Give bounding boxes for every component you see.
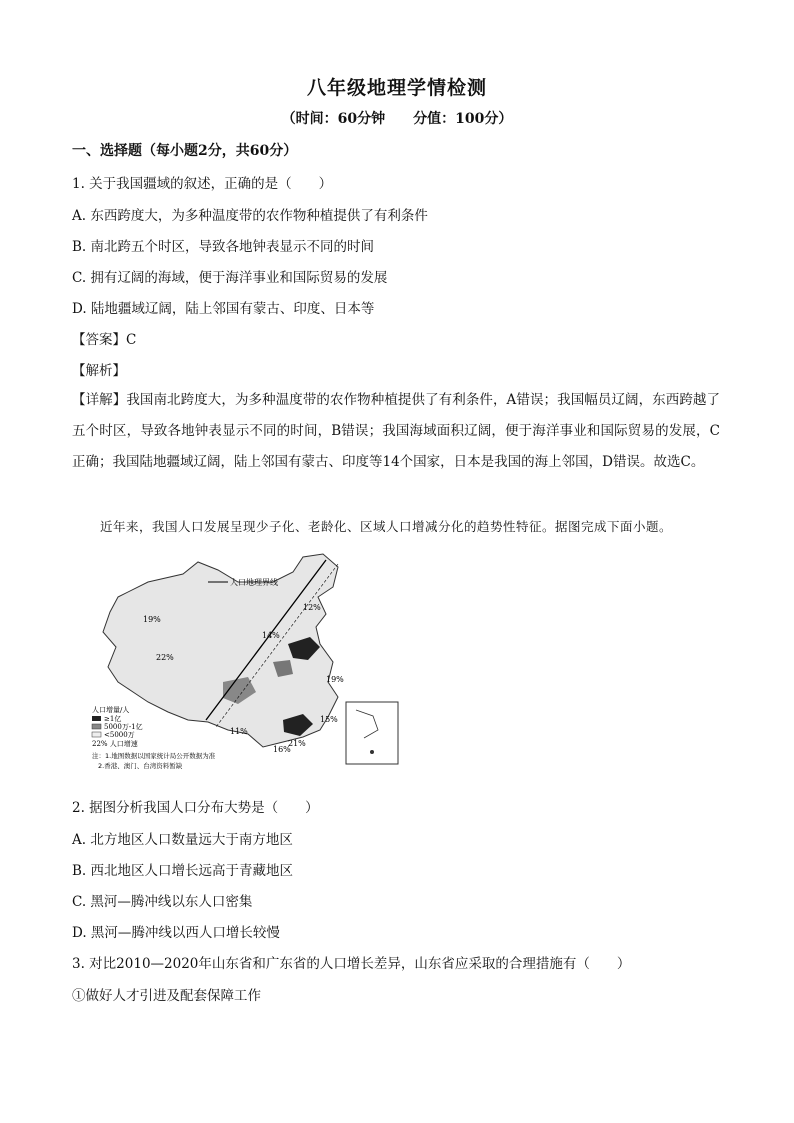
section-heading: 一、选择题（每小题2分，共60分） [72,143,298,159]
q2-stem: 2. 据图分析我国人口分布大势是（ ） [72,800,319,816]
line-label: 人口地理界线 [230,578,278,587]
pct-label: 19% [326,675,344,684]
legend-title: 人口增量/人 [92,706,130,714]
q3-item-1: ①做好人才引进及配套保障工作 [72,988,261,1004]
q1-detail: 【详解】我国南北跨度大，为多种温度带的农作物种植提供了有利条件，A错误；我国幅员辽阔，东西跨越了五个时区，导致各地钟表显示不同的时间，B错误；我国海域面积辽阔，便于海洋事业和国际贸易的发展，C正确；我国陆地疆域辽阔，陆上邻国有蒙古、印度等14个国家，日本是我国的海上邻国，D错误。故选C。 [72,392,720,470]
page-title: 八年级地理学情检测 [306,77,487,99]
pct-label: 21% [288,739,306,748]
pct-label: 14% [262,631,280,640]
exam-info: （时间：60分钟 分值：100分） [281,111,513,127]
q2-option-b: B. 西北地区人口增长远高于青藏地区 [72,863,294,879]
map-note: 注：1.地图数据以国家统计局公开数据为准 [92,752,216,760]
pct-label: 12% [303,603,321,612]
pct-label: 16% [273,745,291,754]
q1-analysis-label: 【解析】 [72,363,126,379]
legend-item: <5000万 [104,731,135,739]
q1-option-b: B. 南北跨五个时区，导致各地钟表显示不同的时间 [72,239,375,255]
q1-answer: 【答案】C [72,332,137,348]
map-intro: 近年来，我国人口发展呈现少子化、老龄化、区域人口增减分化的趋势性特征。据图完成下面小题。 [100,519,673,534]
map-note: 2.香港、澳门、台湾资料暂缺 [98,762,183,770]
q1-stem: 1. 关于我国疆域的叙述，正确的是（ ） [72,176,333,192]
legend-item: ≥1亿 [104,715,122,723]
q2-option-a: A. 北方地区人口数量远大于南方地区 [72,832,293,848]
q2-option-d: D. 黑河—腾冲线以西人口增长较慢 [72,925,280,941]
pct-label: 11% [230,727,248,736]
q1-option-d: D. 陆地疆域辽阔，陆上邻国有蒙古、印度、日本等 [72,301,375,317]
q3-stem: 3. 对比2010—2020年山东省和广东省的人口增长差异，山东省应采取的合理措施有（ ） [72,956,631,972]
pct-label: 19% [143,615,161,624]
pct-label: 22% [156,653,174,662]
q1-option-c: C. 拥有辽阔的海域，便于海洋事业和国际贸易的发展 [72,270,388,286]
population-map [88,552,408,780]
legend-item: 5000万-1亿 [104,723,143,731]
q1-option-a: A. 东西跨度大，为多种温度带的农作物种植提供了有利条件 [72,208,428,224]
q2-option-c: C. 黑河—腾冲线以东人口密集 [72,894,253,910]
pct-label: 15% [320,715,338,724]
legend-item: 22% 人口增速 [92,740,138,748]
